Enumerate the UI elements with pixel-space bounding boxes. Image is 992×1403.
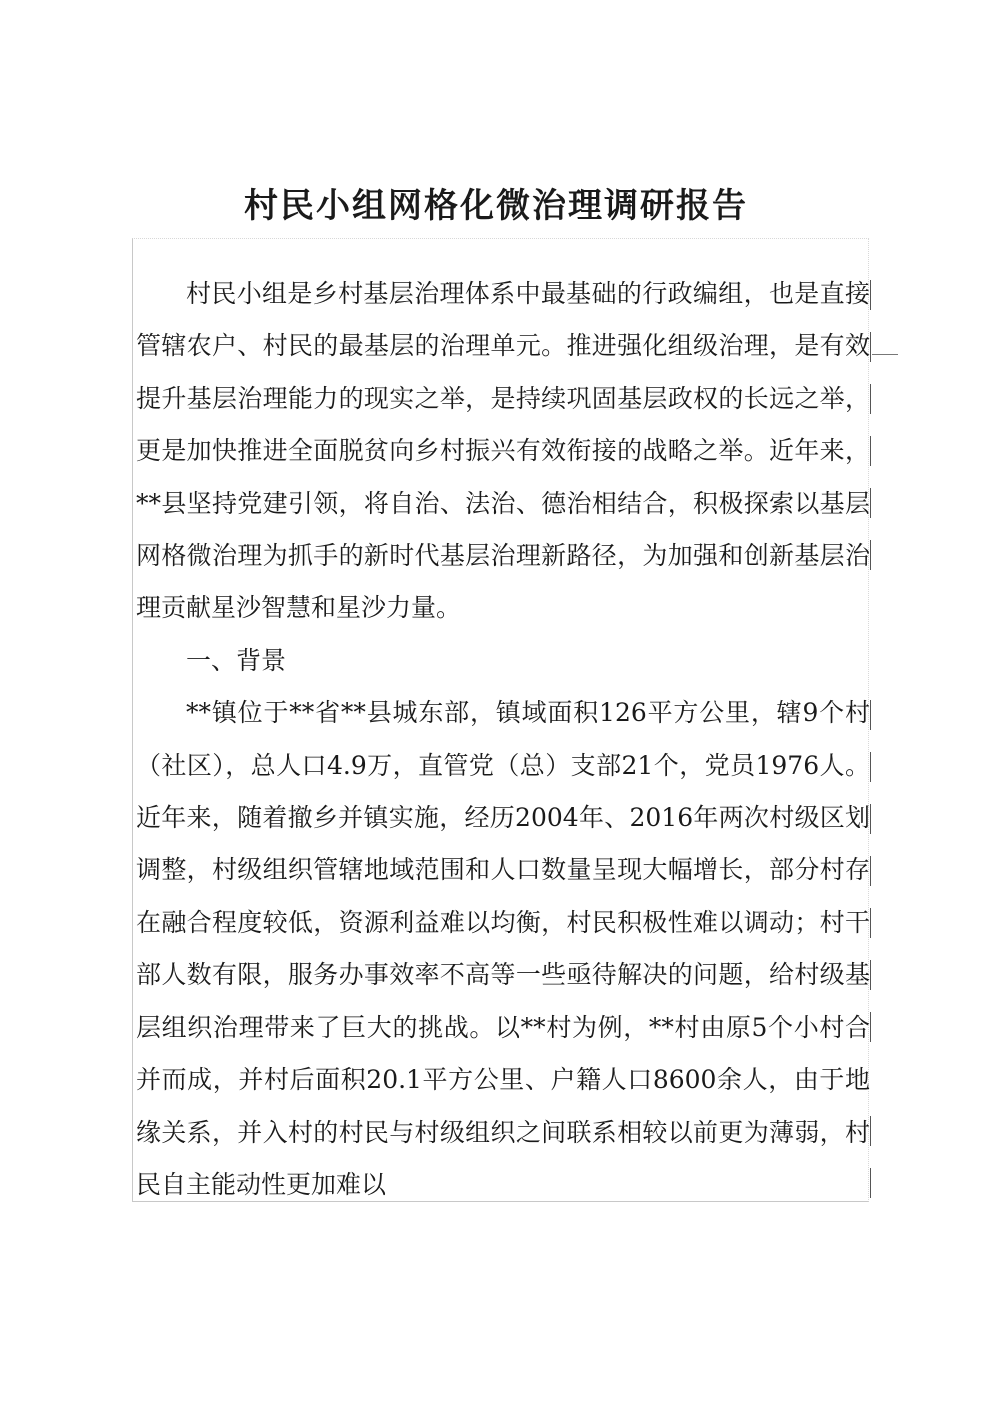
revision-bar	[870, 1116, 871, 1146]
revision-bar	[870, 540, 871, 570]
revision-bar	[870, 804, 871, 834]
document-title: 村民小组网格化微治理调研报告	[244, 186, 748, 226]
revision-bar	[870, 1012, 871, 1042]
revision-bar	[870, 488, 871, 518]
revision-bar	[870, 752, 871, 782]
revision-mark	[872, 354, 898, 355]
revision-bar	[870, 856, 871, 886]
revision-bar	[870, 332, 871, 362]
intro-paragraph: 村民小组是乡村基层治理体系中最基础的行政编组，也是直接管辖农户、村民的最基层的治理单元。推进强化组级治理，是有效提升基层治理能力的现实之举，是持续巩固基层政权的长远之举，更是加快推进全面脱贫向乡村振兴有效衔接的战略之举。近年来，**县坚持党建引领，将自治、法治、德治相结合，积极探索以基层网格微治理为抓手的新时代基层治理新路径，为加强和创新基层治理贡献星沙智慧和星沙力量。	[136, 279, 870, 623]
revision-bar	[870, 700, 871, 730]
revision-bar	[870, 384, 871, 414]
document-body	[136, 268, 870, 1211]
background-paragraph: **镇位于**省**县城东部，镇域面积126平方公里，辖9个村（社区），总人口4.9万，直管党（总）支部21个，党员1976人。近年来，随着撤乡并镇实施，经历2004年、2016年两次村级区划调整，村级组织管辖地域范围和人口数量呈现大幅增长，部分村存在融合程度较低，资源利益难以均衡，村民积极性难以调动；村干部人数有限，服务办事效率不高等一些亟待解决的问题，给村级基层组织治理带来了巨大的挑战。以**村为例，**村由原5个小村合并而成，并村后面积20.1平方公里、户籍人口8600余人，由于地缘关系，并入村的村民与村级组织之间联系相较以前更为薄弱，村民自主能动性更加难以	[136, 698, 870, 1199]
revision-bar	[870, 908, 871, 938]
section-heading: 一、背景	[186, 645, 287, 675]
revision-bar	[870, 280, 871, 310]
revision-bar	[870, 1168, 871, 1198]
revision-bar	[870, 960, 871, 990]
revision-bar	[870, 436, 871, 466]
